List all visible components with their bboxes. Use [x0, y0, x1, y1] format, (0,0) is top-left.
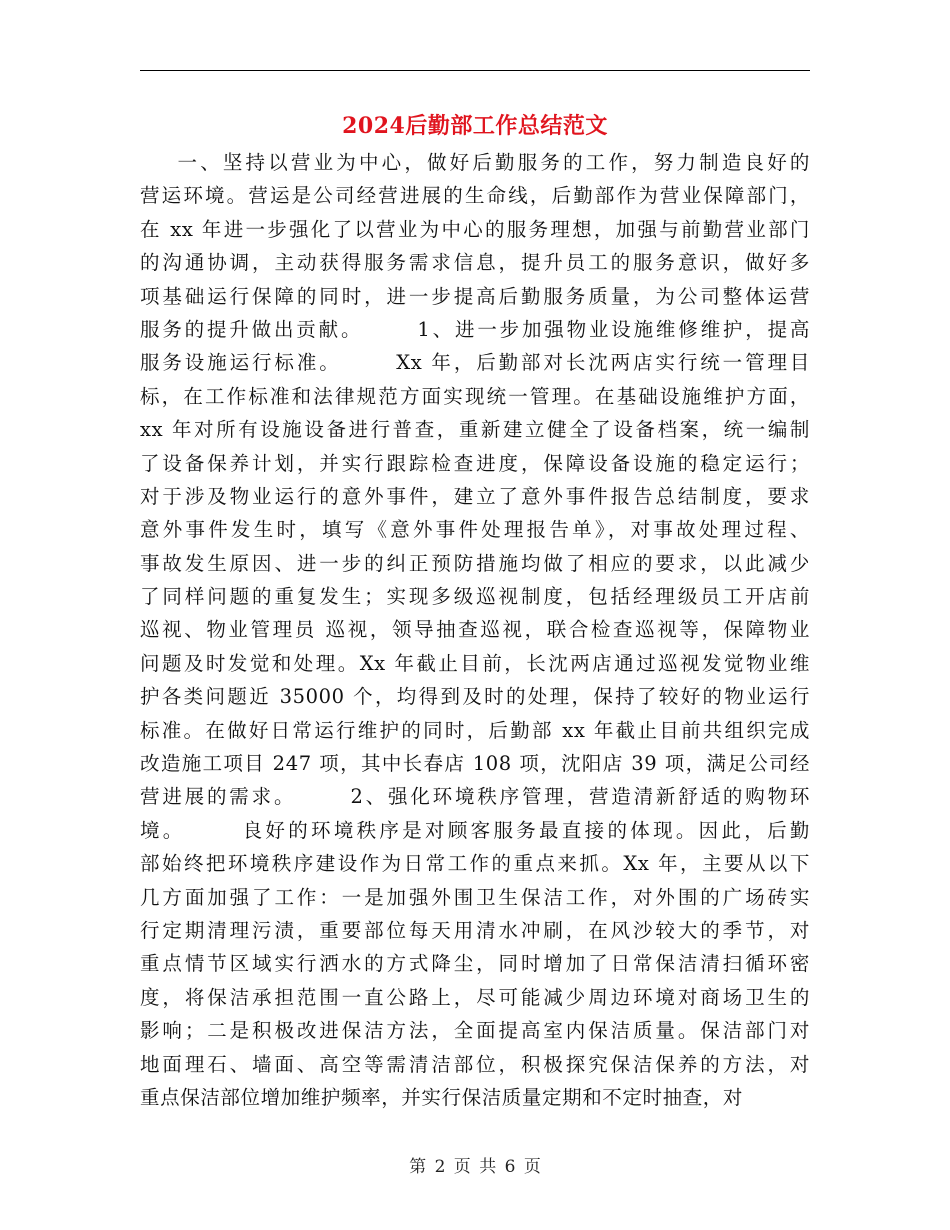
document-title: 2024后勤部工作总结范文: [342, 113, 608, 139]
body-line: 重点情节区域实行洒水的方式降尘，同时增加了日常保洁清扫循环密: [140, 952, 810, 976]
body-line: 地面理石、墙面、高空等需清洁部位，积极探究保洁保养的方法，对: [140, 1052, 810, 1076]
body-line: xx 年对所有设施设备进行普查，重新建立健全了设备档案，统一编制: [140, 418, 810, 442]
body-line: 部始终把环境秩序建设作为日常工作的重点来抓。Xx 年，主要从以下: [140, 852, 810, 876]
body-line: 护各类问题近 35000 个，均得到及时的处理，保持了较好的物业运行: [140, 685, 810, 709]
document-body: [140, 146, 810, 1114]
body-line: 改造施工项目 247 项，其中长春店 108 项，沈阳店 39 项，满足公司经: [140, 752, 810, 776]
body-line: 项基础运行保障的同时，进一步提高后勤服务质量，为公司整体运营: [140, 284, 810, 308]
body-line: 意外事件发生时，填写《意外事件处理报告单》，对事故处理过程、: [140, 518, 810, 542]
body-line: 标准。在做好日常运行维护的同时，后勤部 xx 年截止目前共组织完成: [140, 718, 810, 742]
body-line: 了同样问题的重复发生；实现多级巡视制度，包括经理级员工开店前: [140, 585, 810, 609]
body-line: 营进展的需求。 2、强化环境秩序管理，营造清新舒适的购物环: [140, 785, 810, 809]
header-rule: [140, 70, 810, 71]
page-number-footer: 第 2 页 共 6 页: [409, 1157, 541, 1177]
body-line: 事故发生原因、进一步的纠正预防措施均做了相应的要求，以此减少: [140, 551, 810, 575]
body-line: 度，将保洁承担范围一直公路上，尽可能减少周边环境对商场卫生的: [140, 985, 810, 1009]
body-line: 问题及时发觉和处理。Xx 年截止目前，长沈两店通过巡视发觉物业维: [140, 651, 810, 675]
body-line: 营运环境。营运是公司经营进展的生命线，后勤部作为营业保障部门，: [140, 184, 810, 208]
body-line: 服务设施运行标准。 Xx 年，后勤部对长沈两店实行统一管理目: [140, 351, 810, 375]
body-line: 行定期清理污渍，重要部位每天用清水冲刷，在风沙较大的季节，对: [140, 918, 810, 942]
body-line: 一、坚持以营业为中心，做好后勤服务的工作，努力制造良好的: [140, 151, 810, 174]
body-line: 几方面加强了工作：一是加强外围卫生保洁工作，对外围的广场砖实: [140, 885, 810, 909]
body-line: 标，在工作标准和法律规范方面实现统一管理。在基础设施维护方面，: [140, 384, 810, 408]
body-line: 了设备保养计划，并实行跟踪检查进度，保障设备设施的稳定运行；: [140, 451, 810, 475]
body-line: 对于涉及物业运行的意外事件，建立了意外事件报告总结制度，要求: [140, 484, 810, 508]
body-line: 境。 良好的环境秩序是对顾客服务最直接的体现。因此，后勤: [140, 818, 810, 842]
body-line: 巡视、物业管理员 巡视，领导抽查巡视，联合检查巡视等，保障物业: [140, 618, 810, 642]
body-line: 影响；二是积极改进保洁方法，全面提高室内保洁质量。保洁部门对: [140, 1019, 810, 1043]
body-line: 在 xx 年进一步强化了以营业为中心的服务理想，加强与前勤营业部门: [140, 217, 810, 241]
body-line: 服务的提升做出贡献。 1、进一步加强物业设施维修维护，提高: [140, 317, 810, 341]
body-line: 的沟通协调，主动获得服务需求信息，提升员工的服务意识，做好多: [140, 251, 810, 275]
body-line: 重点保洁部位增加维护频率，并实行保洁质量定期和不定时抽查，对: [140, 1085, 744, 1109]
